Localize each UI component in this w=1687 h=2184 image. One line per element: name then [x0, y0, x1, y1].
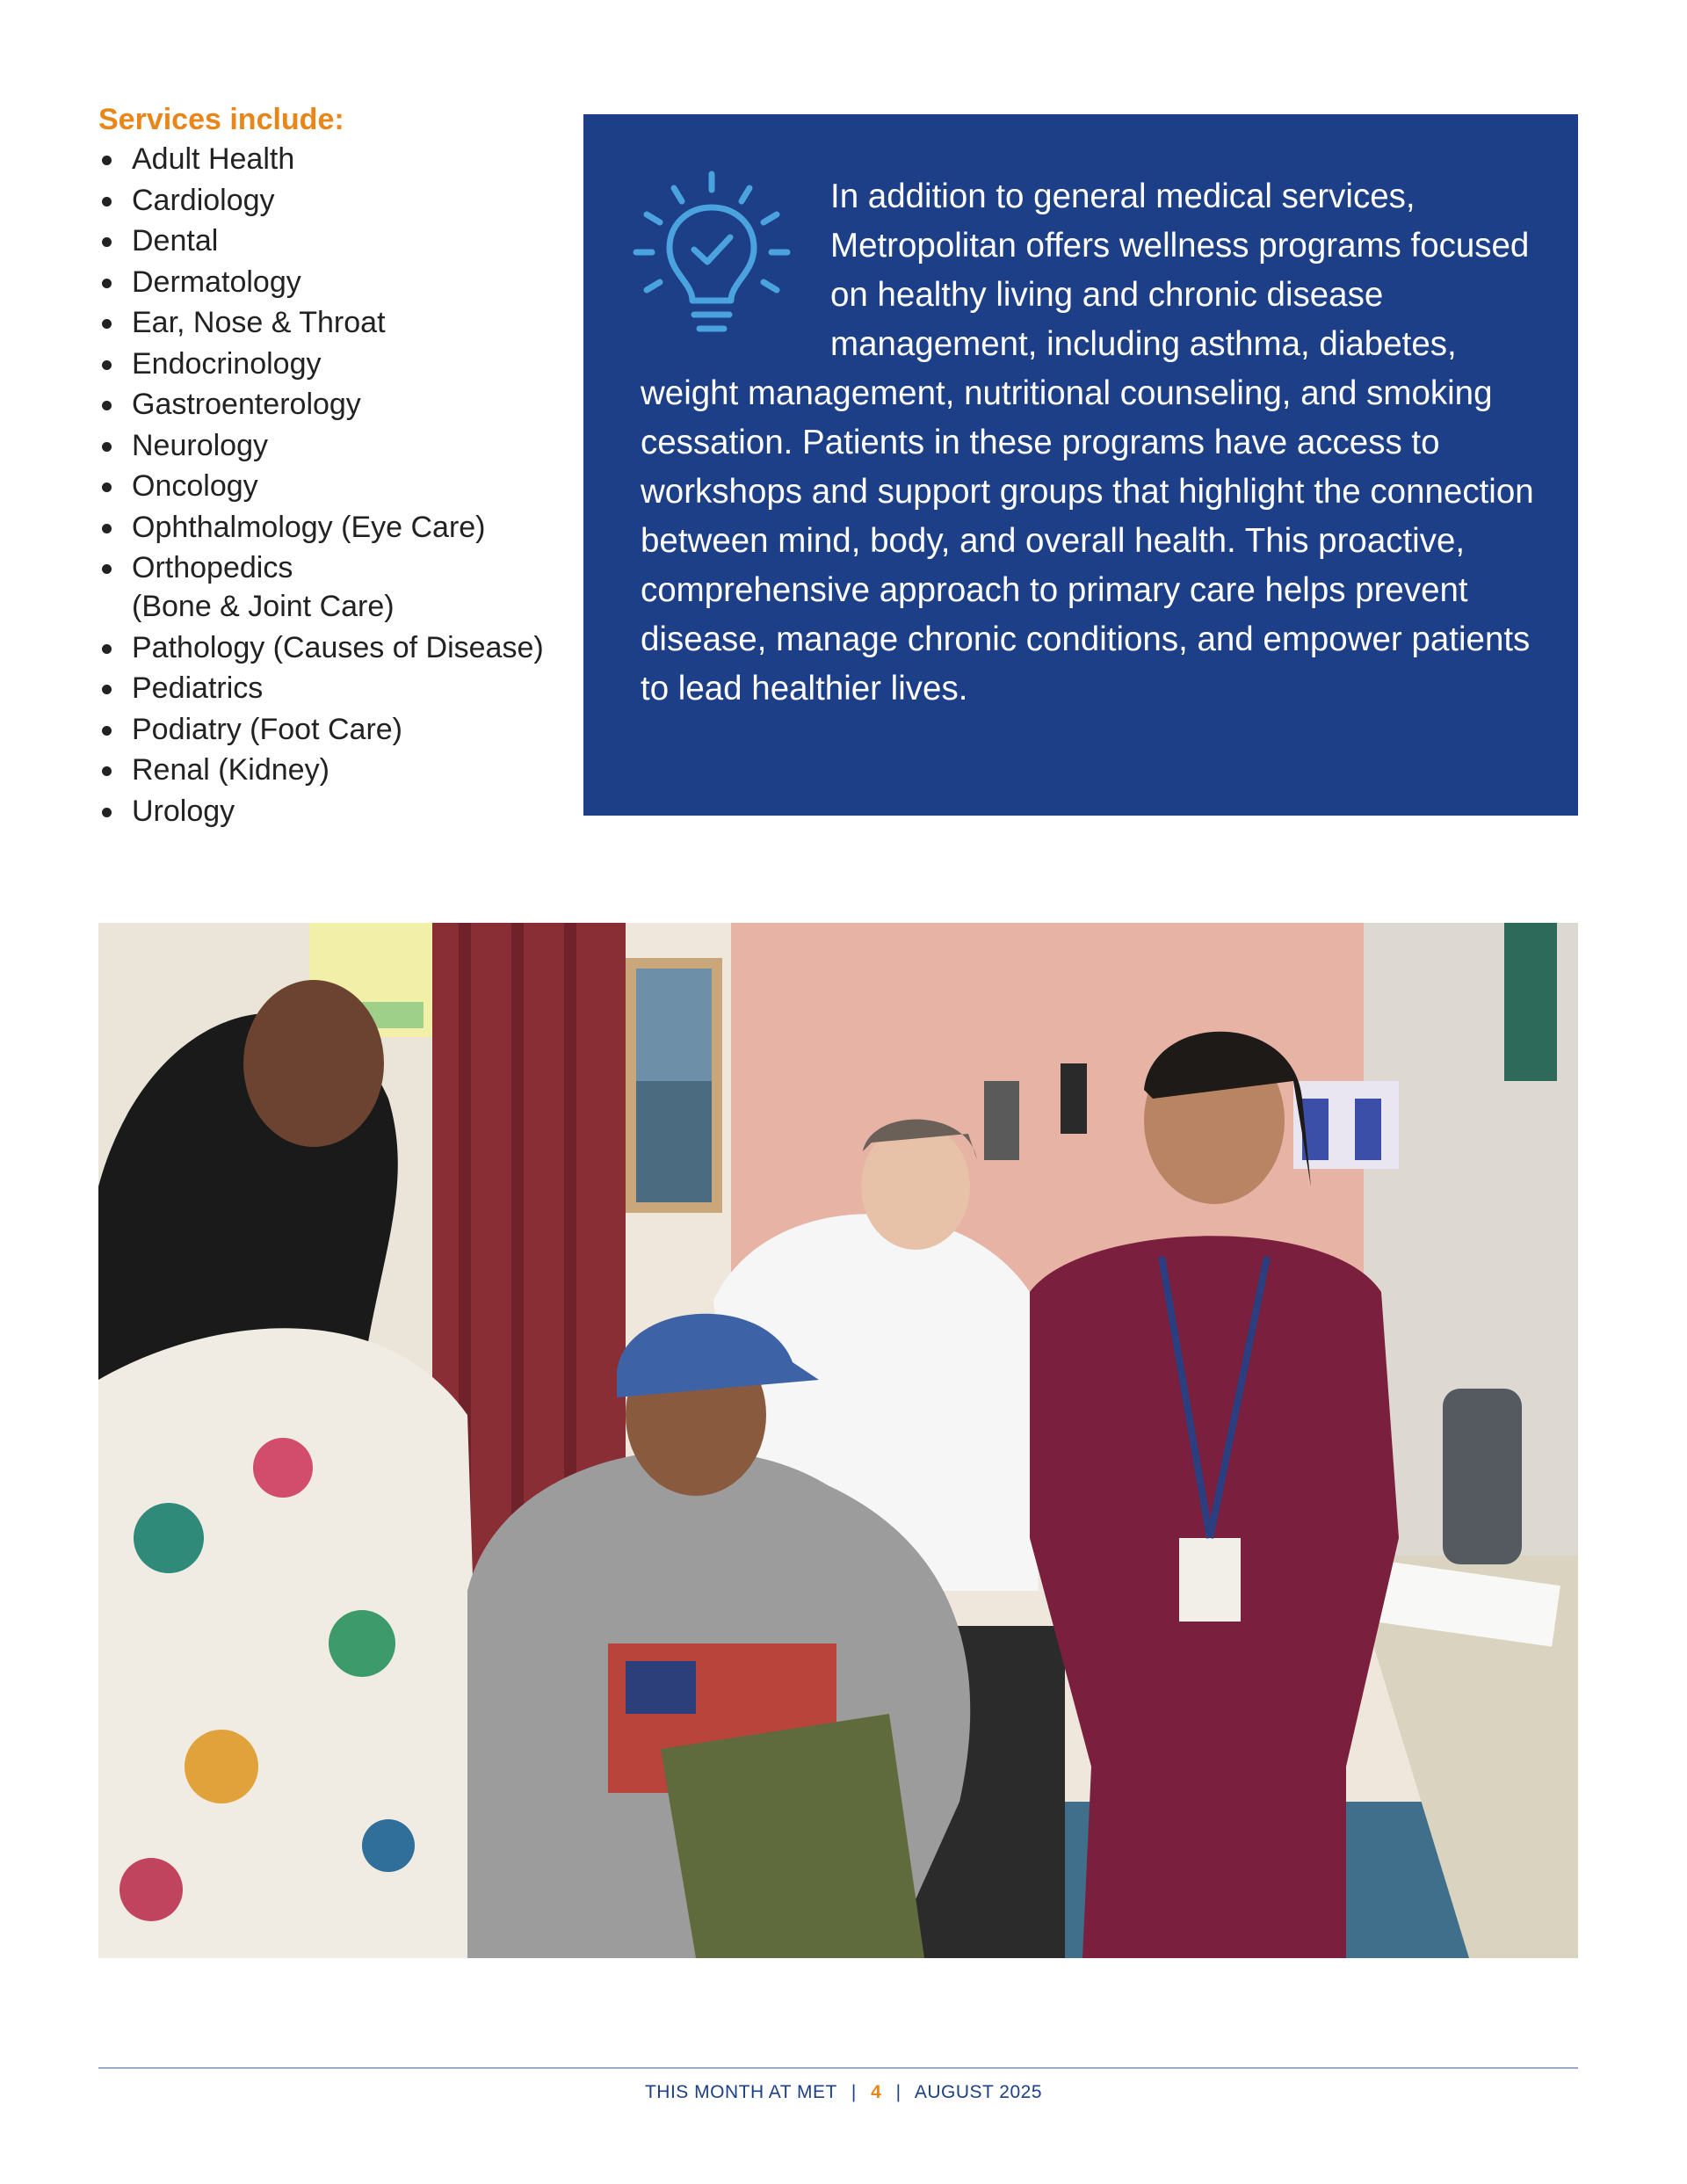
footer-date: AUGUST 2025: [914, 2082, 1043, 2102]
list-item-subtext: (Bone & Joint Care): [132, 590, 395, 623]
callout-body: In addition to general medical services, Metropolitan offers wellness programs focused on healthy living and chronic disease management, including asthma, diabetes, weight management, nutritional counseling, and smoking cessation. Patients in these programs have access to workshops and support groups that highlight the connection between mind, body, and overall health. This proactive, comprehensive approach to primary care helps prevent disease, manage chronic conditions, and empower patients to lead healthier lives.: [641, 178, 1534, 707]
list-item: Podiatry (Foot Care): [98, 710, 573, 749]
footer-page-number: 4: [871, 2082, 882, 2102]
list-item: Cardiology: [98, 181, 573, 220]
page-footer: [0, 2079, 1687, 2106]
footer-separator: |: [851, 2082, 857, 2102]
wellness-callout: [583, 114, 1578, 816]
list-item: Endocrinology: [98, 345, 573, 383]
footer-publication: THIS MONTH AT MET: [644, 2082, 837, 2102]
list-item: Ophthalmology (Eye Care): [98, 508, 573, 547]
list-item: Urology: [98, 792, 573, 831]
list-item: Dental: [98, 221, 573, 260]
list-item: Pediatrics: [98, 669, 573, 707]
list-item: Pathology (Causes of Disease): [98, 628, 573, 667]
footer-separator: |: [895, 2082, 901, 2102]
services-heading: Services include:: [98, 103, 344, 136]
list-item: Neurology: [98, 426, 573, 465]
list-item: Ear, Nose & Throat: [98, 303, 573, 342]
list-item: Adult Health: [98, 140, 573, 178]
services-list: [98, 140, 573, 831]
list-item: Dermatology: [98, 263, 573, 301]
footer-divider: [98, 2067, 1578, 2069]
clinic-photo: [98, 923, 1578, 1958]
list-item: Gastroenterology: [98, 385, 573, 424]
list-item: Oncology: [98, 467, 573, 505]
services-section: [98, 101, 573, 832]
clinic-photo-image: [98, 923, 1578, 1958]
list-item: Renal (Kidney): [98, 751, 573, 789]
list-item: Orthopedics (Bone & Joint Care): [98, 548, 573, 626]
